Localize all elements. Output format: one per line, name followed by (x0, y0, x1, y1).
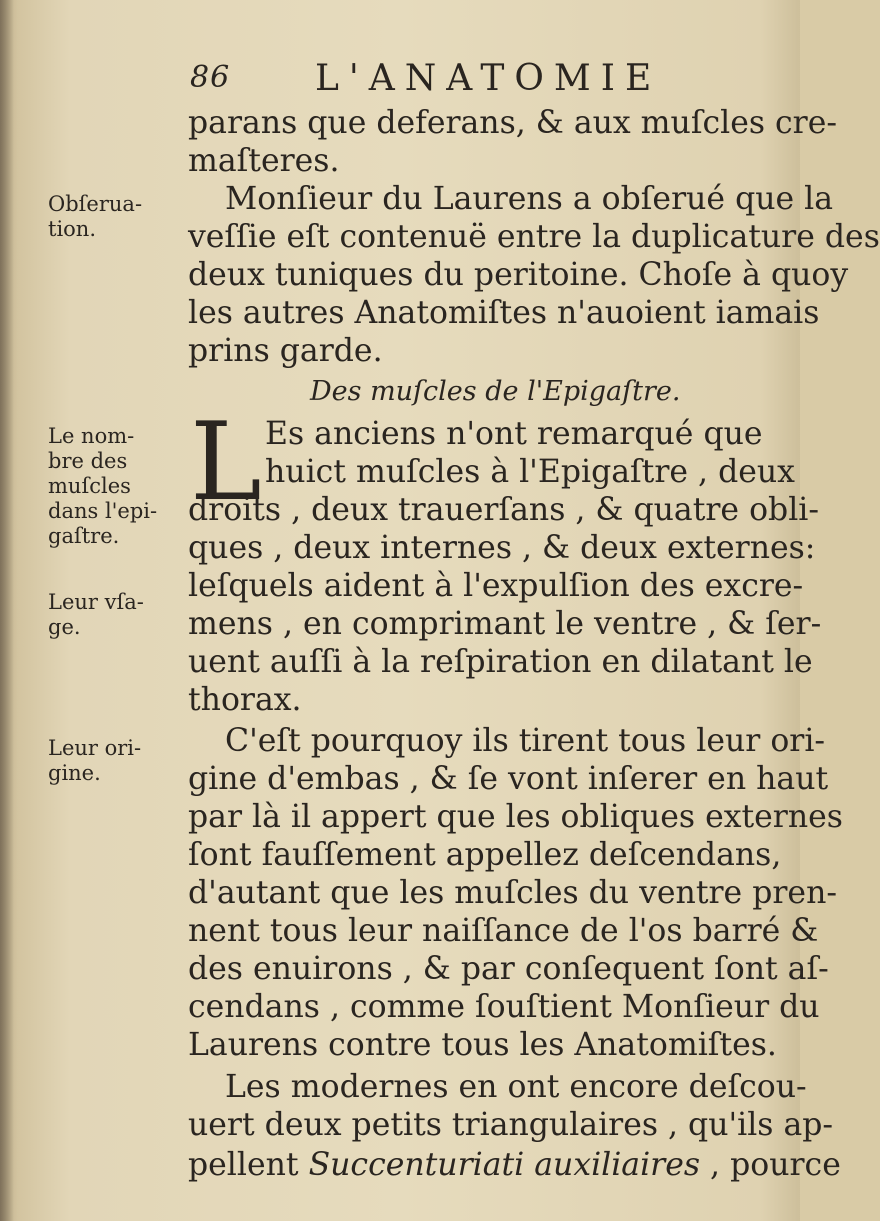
body-line: parans que deferans, & aux muſcles cre- (188, 105, 838, 141)
body-line: deux tuniques du peritoine. Choſe à quoy (188, 257, 849, 293)
body-line: ques , deux internes , & deux externes: (188, 530, 816, 566)
section-heading: Des muſcles de l'Epigaſtre. (310, 376, 681, 407)
margin-note-observation (48, 192, 142, 242)
body-line: des enuirons , & par conſequent ſont aſ- (188, 951, 829, 987)
body-line: nent tous leur naiſſance de l'os barré & (188, 913, 819, 949)
margin-note-line: muſcles (48, 474, 131, 498)
body-line: C'eſt pourquoy ils tirent tous leur ori- (225, 723, 826, 759)
drop-cap: L (190, 400, 262, 525)
body-line-last (188, 1146, 841, 1184)
page-number: 86 (190, 60, 231, 95)
last-line-prefix: pellent (188, 1147, 299, 1183)
margin-note-line: gine. (48, 761, 101, 785)
body-line: les autres Anatomiſtes n'auoient iamais (188, 295, 820, 331)
body-line: thorax. (188, 682, 302, 718)
body-line: leſquels aident à l'expulſion des excre- (188, 568, 804, 604)
gutter-shadow (0, 0, 14, 1221)
body-line: Les modernes en ont encore deſcou- (225, 1069, 807, 1105)
body-line: cendans , comme ſouſtient Monſieur du (188, 989, 820, 1025)
margin-note-line: tion. (48, 217, 96, 241)
margin-note-line: Leur ori- (48, 736, 142, 760)
body-line: uent auſſi à la reſpiration en dilatant le (188, 644, 813, 680)
body-line: huict muſcles à l'Epigaſtre , deux (265, 454, 795, 490)
margin-note-line: Le nom- (48, 424, 135, 448)
body-line: maſteres. (188, 143, 340, 179)
last-line-italic-term: Succenturiati auxiliaires (308, 1147, 701, 1183)
margin-note-line: gaſtre. (48, 524, 120, 548)
margin-note-line: bre des (48, 449, 128, 473)
last-line-suffix: , pource (710, 1147, 841, 1183)
margin-note-line: Obſerua- (48, 192, 143, 216)
body-line: veſſie eſt contenuë entre la duplicature des (188, 219, 880, 255)
body-line: gine d'embas , & ſe vont inſerer en haut (188, 761, 829, 797)
body-line: droits , deux trauerſans , & quatre obli- (188, 492, 819, 528)
body-line: Es anciens n'ont remarqué que (265, 416, 763, 452)
body-line: uert deux petits triangulaires , qu'ils ap- (188, 1107, 834, 1143)
margin-note-line: ge. (48, 615, 81, 639)
running-title: L'ANATOMIE (315, 58, 662, 99)
body-line: mens , en comprimant le ventre , & ſer- (188, 606, 822, 642)
body-line: ſont fauſſement appellez deſcendans, (188, 837, 782, 873)
body-line: par là il appert que les obliques externes (188, 799, 843, 835)
margin-note-line: Leur vſa- (48, 590, 144, 614)
page-header (190, 58, 790, 102)
margin-note-line: dans l'epi- (48, 499, 158, 523)
body-line: Monſieur du Laurens a obſerué que la (225, 181, 834, 217)
body-line: Laurens contre tous les Anatomiſtes. (188, 1027, 777, 1063)
margin-note-number-of-muscles (48, 424, 157, 549)
margin-note-usage (48, 590, 144, 640)
body-line: prins garde. (188, 333, 383, 369)
body-line: d'autant que les muſcles du ventre pren- (188, 875, 837, 911)
margin-note-origin (48, 736, 141, 786)
